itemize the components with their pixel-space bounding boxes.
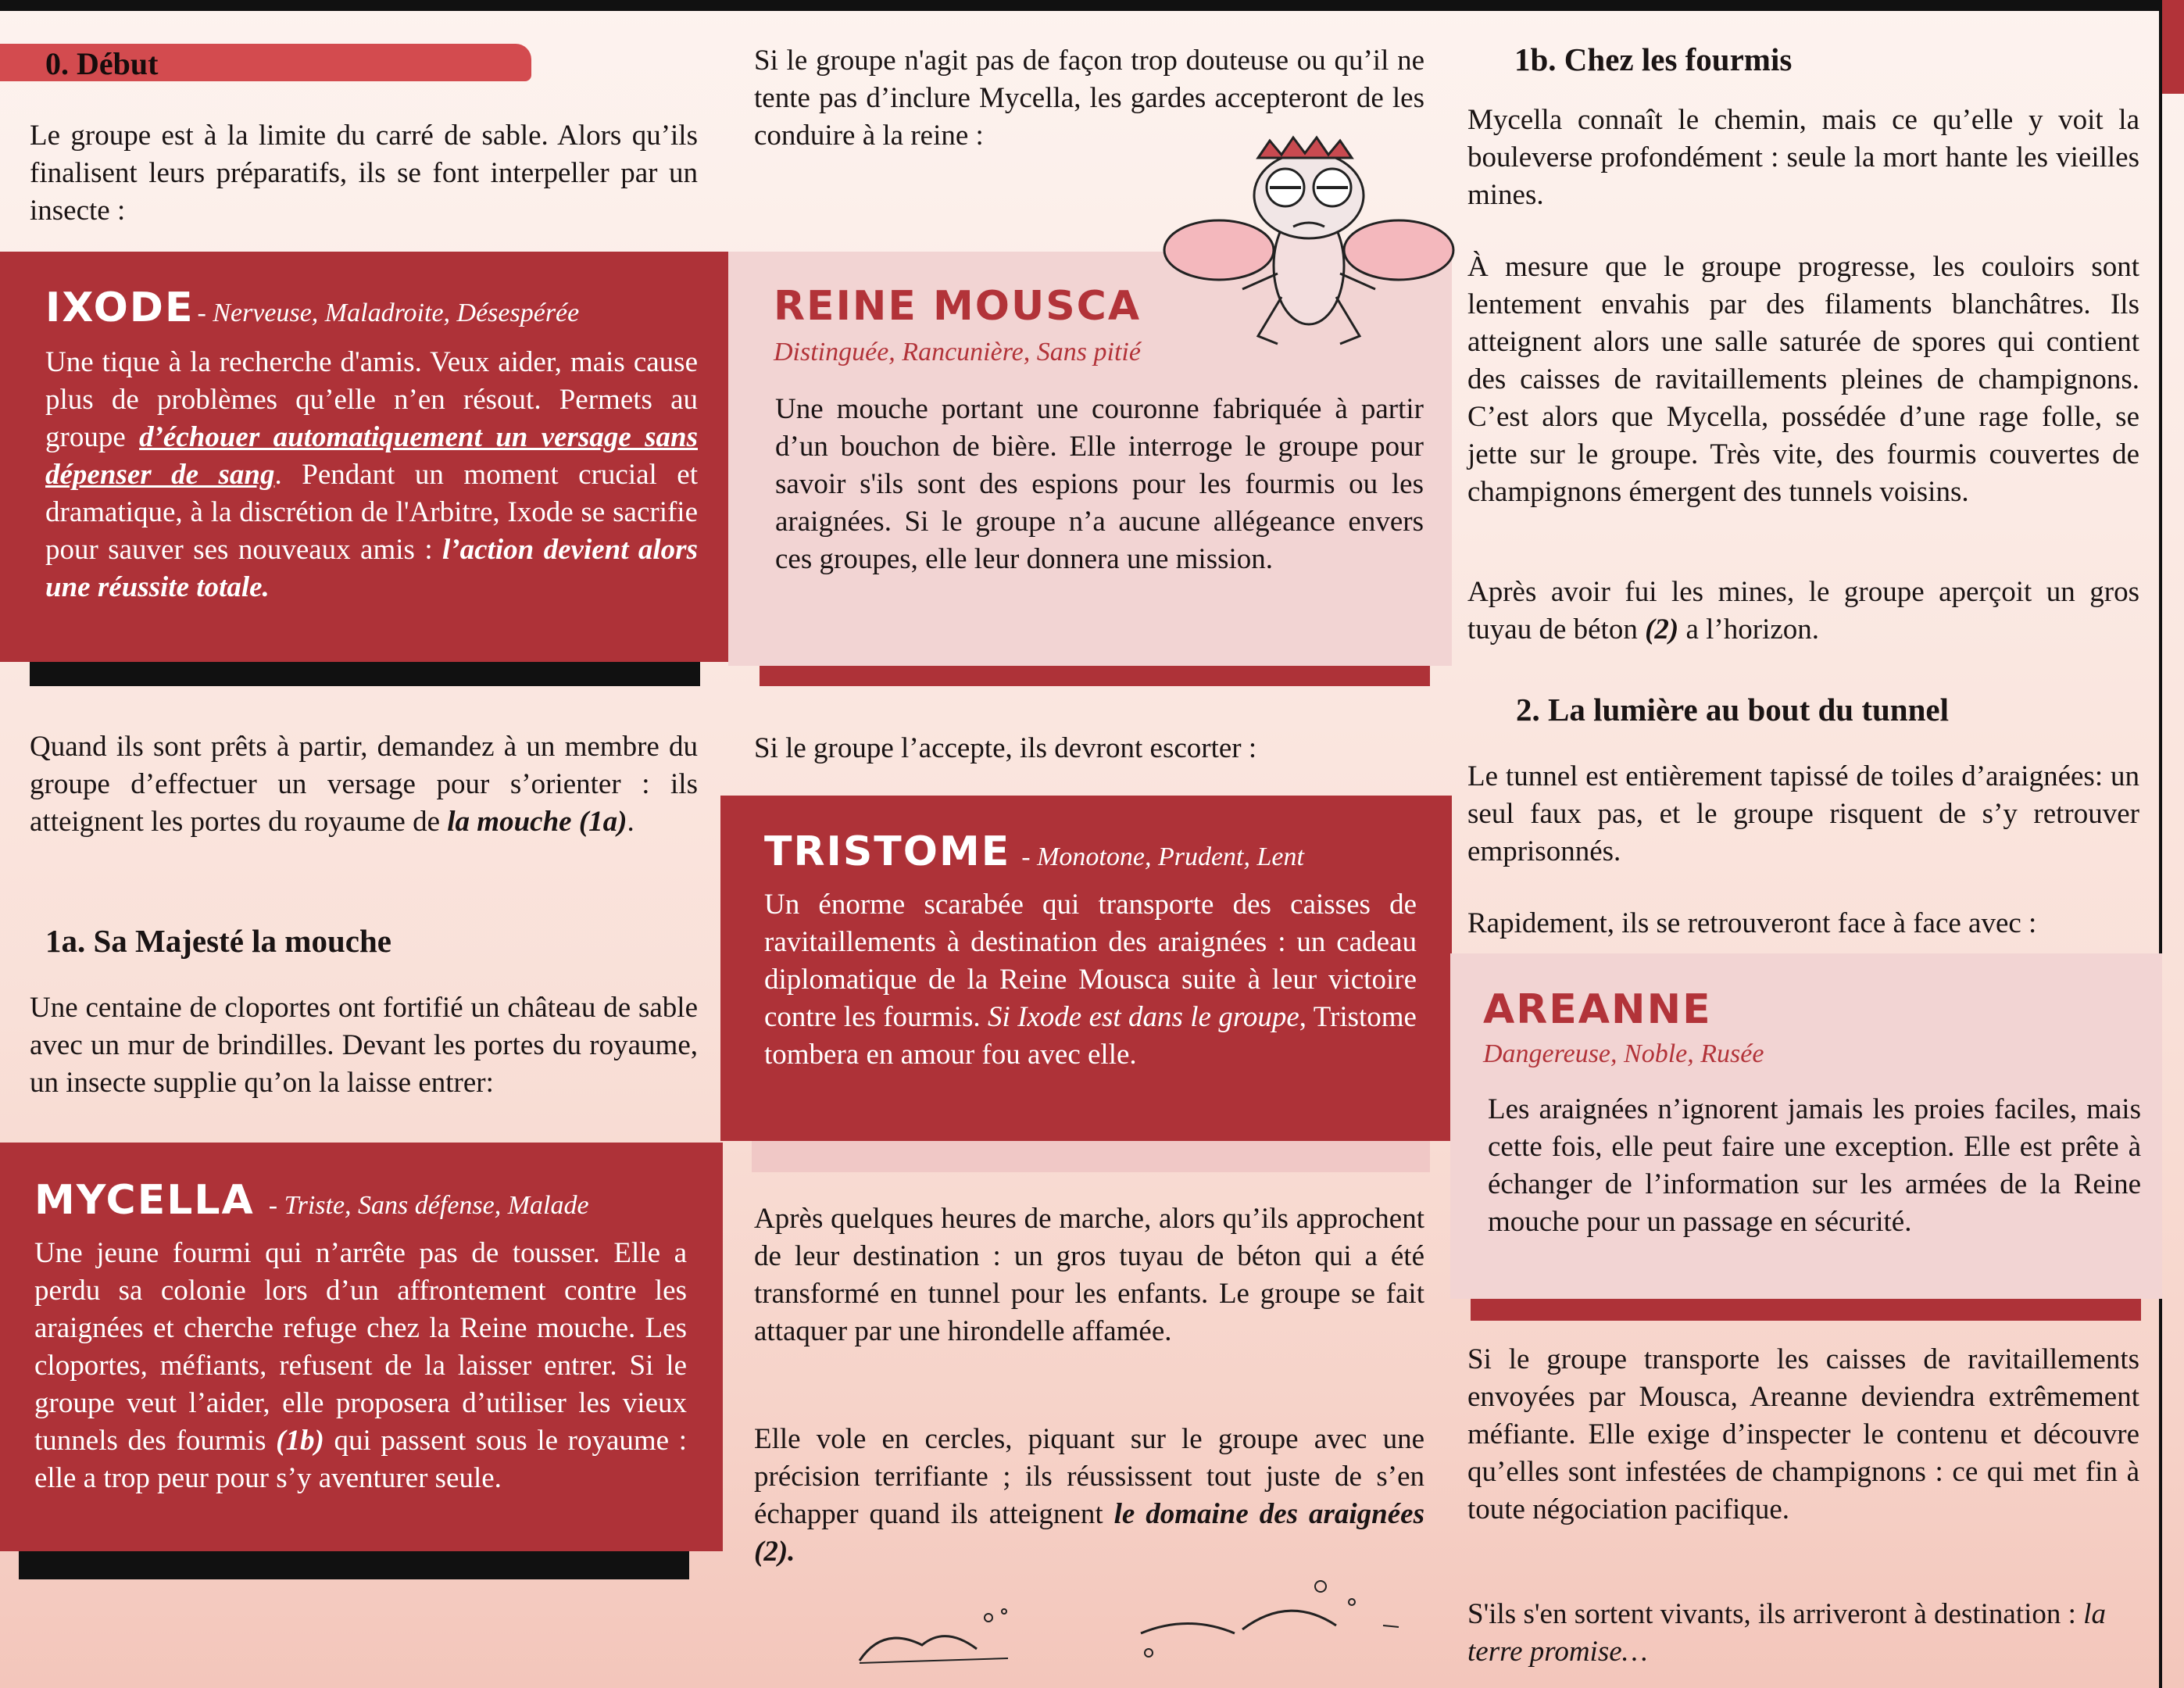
reine-mousca-name: REINE MOUSCA	[774, 283, 1142, 330]
reine-mousca-traits: Distinguée, Rancunière, Sans pitié	[774, 338, 1141, 367]
section-1b-paragraph-2: À mesure que le groupe progresse, les couloirs sont lentement envahis par des filaments blanchâtres. Ils atteignent alors une salle saturée de spores qui contient des caisses de ravitaillements pleines de champignons. C’est alors que Mycella, possédée d’une rage folle, se jette sur le groupe. Très vite, des fourmis couvertes de champignons émergent des tunnels voisins.	[1467, 251, 2139, 508]
promised-land: la terre promise…	[1467, 1598, 2106, 1668]
mycella-card	[0, 1143, 723, 1551]
areanne-description: Les araignées n’ignorent jamais les proies faciles, mais cette fois, elle peut faire une exception. Elle est prête à échanger de l’information sur les armées de la Reine mouche pour un passage en sécurité.	[1488, 1093, 2141, 1238]
swallow-paragraph: Elle vole en cercles, piquant sur le groupe avec une précision terrifiante ; ils réussissent tout juste de s’en échapper quand ils atteignent le domaine des araignées (2).	[754, 1423, 1425, 1568]
tristome-card	[720, 796, 1452, 1141]
mycella-description: Une jeune fourmi qui n’arrête pas de tousser. Elle a perdu sa colonie lors d’un affrontement contre les araignées et cherche refuge chez la Reine mouche. Les cloportes, méfiants, refusent de la laisser entrer. Si le groupe veut l’aider, elle proposera d’utiliser les vieux tunnels des fourmis (1b) qui passent sous le royaume : elle a trop peur pour s’y aventurer seule.	[34, 1237, 687, 1494]
areanne-box-shadow	[1471, 1299, 2141, 1321]
tristome-ixode-condition: Si Ixode est dans le groupe	[987, 1001, 1299, 1033]
accept-paragraph: Si le groupe l’accepte, ils devront escorter :	[754, 732, 1257, 764]
link-1b: (1b)	[276, 1425, 324, 1457]
areanne-traits: Dangereuse, Noble, Rusée	[1483, 1039, 1764, 1068]
bird-shadow-doodle-icon	[852, 1571, 1446, 1672]
ixode-description: Une tique à la recherche d'amis. Veux aider, mais cause plus de problèmes qu’elle n’en résout. Permets au groupe d’échouer automatiquement un versage sans dépenser de sang. Pendant un moment crucial et dramatique, à la discrétion de l'Arbitre, Ixode se sacrifie pour sauver ses nouveaux amis : l’action devient alors une réussite totale.	[45, 346, 698, 603]
mycella-traits: - Triste, Sans défense, Malade	[268, 1191, 589, 1220]
link-2-pipe: (2)	[1645, 613, 1679, 646]
areanne-card	[1450, 953, 2162, 1299]
intro-paragraph: Le groupe est à la limite du carré de sable. Alors qu’ils finalisent leurs préparatifs, ils se font interpeller par un insecte :	[30, 120, 698, 227]
link-2: le domaine des araignées (2).	[754, 1498, 1425, 1568]
section-1b-title: 1b. Chez les fourmis	[1514, 41, 1793, 77]
right-accent-bar	[2162, 0, 2184, 94]
top-border	[0, 0, 2184, 11]
tristome-name: TRISTOME	[764, 828, 1011, 875]
section-2-paragraph-3: Si le groupe transporte les caisses de ravitaillements envoyées par Mousca, Areanne deviendra extrêmement méfiante. Elle exige d’inspecter le contenu et découvre qu’elles sont infestées de champignons : ce qui met fin à toute négociation pacifique.	[1467, 1343, 2139, 1525]
areanne-name: AREANNE	[1483, 986, 1712, 1033]
ixode-traits: - Nerveuse, Maladroite, Désespérée	[197, 299, 580, 327]
ixode-sacrifice: l’action devient alors une réussite totale.	[45, 534, 698, 603]
tristome-description: Un énorme scarabée qui transporte des caisses de ravitaillements à destination des araignées : un cadeau diplomatique de la Reine Mousca suite à leur victoire contre les fourmis. Si Ixode est dans le groupe, Tristome tombera en amour fou avec elle.	[764, 889, 1417, 1071]
mycella-name: MYCELLA	[34, 1177, 255, 1224]
guards-paragraph: Si le groupe n'agit pas de façon trop douteuse ou qu’il ne tente pas d’inclure Mycella, les gardes accepteront de les conduire à la reine :	[754, 45, 1424, 152]
section-1b-paragraph-1: Mycella connaît le chemin, mais ce qu’elle y voit la bouleverse profondément : seule la mort hante les vieilles mines.	[1467, 104, 2139, 211]
fly-queen-illustration-icon	[1141, 109, 1469, 359]
section-0-tag	[0, 44, 531, 81]
link-1a: la mouche (1a)	[447, 806, 627, 838]
section-2-title: 2. La lumière au bout du tunnel	[1516, 692, 1950, 728]
section-1a-paragraph: Une centaine de cloportes ont fortifié un château de sable avec un mur de brindilles. Devant les portes du royaume, un insecte supplie qu’on la laisse entrer:	[30, 992, 698, 1099]
section-1b-paragraph-3: Après avoir fui les mines, le groupe aperçoit un gros tuyau de béton (2) a l’horizon.	[1467, 576, 2139, 646]
ixode-ability: d’échouer automatiquement un versage sans dépenser de sang	[45, 421, 698, 491]
right-border-line	[2159, 11, 2162, 1688]
ixode-card	[0, 252, 728, 662]
section-1a-title: 1a. Sa Majesté la mouche	[45, 923, 391, 959]
section-0-title: 0. Début	[45, 46, 159, 81]
reine-mousca-description: Une mouche portant une couronne fabriquée à partir d’un bouchon de bière. Elle interroge le groupe pour savoir s'ils sont des espions pour les fourmis ou les araignées. Si le groupe n’a aucune allégeance envers ces groupes, elle leur donnera une mission.	[775, 393, 1424, 575]
section-2-paragraph-2: Rapidement, ils se retrouveront face à face avec :	[1467, 907, 2037, 939]
section-2-paragraph-1: Le tunnel est entièrement tapissé de toiles d’araignées: un seul faux pas, et le groupe risquent de s’y retrouver emprisonnés.	[1467, 760, 2139, 867]
section-2-paragraph-4: S'ils s'en sortent vivants, ils arriveront à destination : la terre promise…	[1467, 1598, 2106, 1668]
reine-box-shadow	[760, 664, 1430, 686]
ixode-name: IXODE	[45, 284, 195, 331]
departure-paragraph: Quand ils sont prêts à partir, demandez à un membre du groupe d’effectuer un versage pour s’orienter : ils atteignent les portes du royaume de la mouche (1a).	[30, 731, 698, 838]
tristome-traits: - Monotone, Prudent, Lent	[1021, 842, 1304, 871]
march-paragraph: Après quelques heures de marche, alors qu’ils approchent de leur destination : un gros tuyau de béton qui a été transformé en tunnel pour les enfants. Le groupe se fait attaquer par une hirondelle affamée.	[754, 1203, 1424, 1347]
